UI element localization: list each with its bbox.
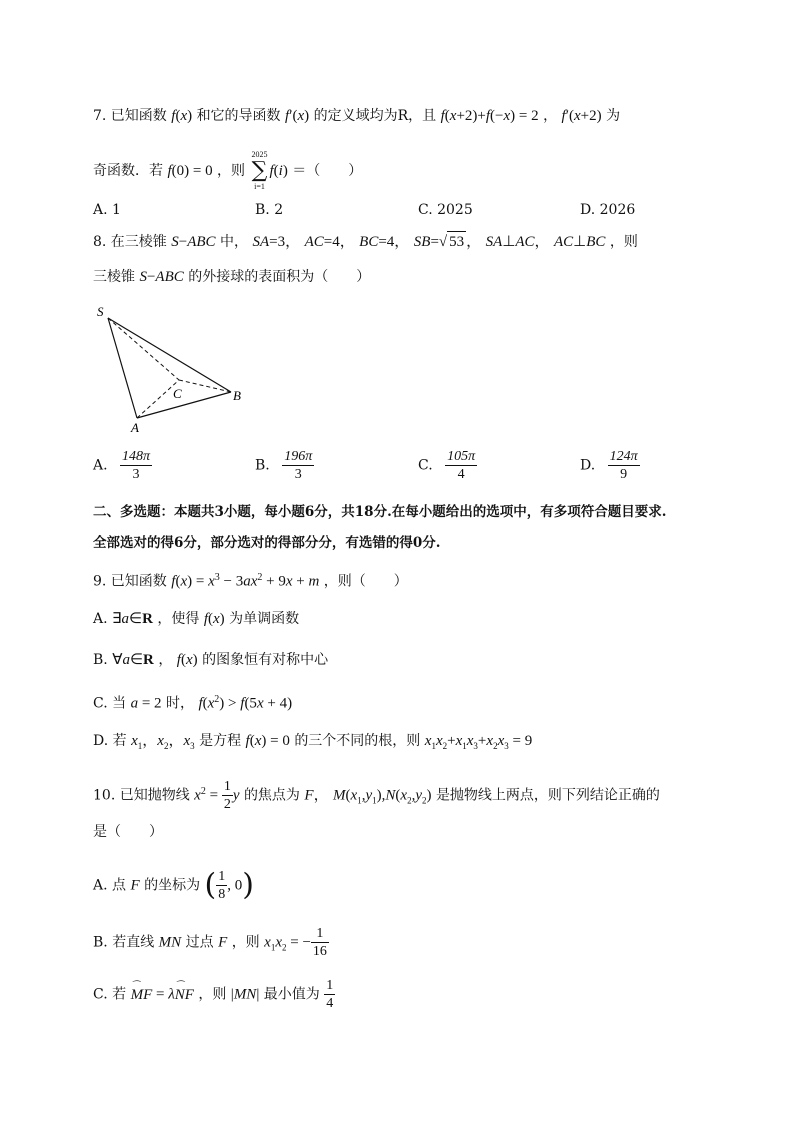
vertex-label-s: S: [97, 304, 104, 319]
q7-text: ，: [543, 108, 558, 124]
q8-text: 中，: [220, 234, 249, 250]
q9-option-b: B. ∀a∈R ， f(x) 的图象恒有对称中心: [93, 652, 329, 668]
math-f-x: f: [171, 108, 176, 124]
q8-option-d: D. $\frac{124\pi}{9}$: [580, 449, 638, 482]
section-2-line-2: 全部选对的得6分，部分选对的得部分分，有选错的得0分.: [93, 535, 441, 551]
vertex-label-b: B: [233, 388, 241, 403]
q8-text: 三棱锥: [93, 269, 135, 285]
vertex-label-c: C: [173, 386, 182, 401]
q9-option-c: C. 当 a = 2 时， $f(x^2) > f(5x + 4)$: [93, 694, 293, 712]
edge-sc: [108, 318, 179, 380]
q10-stem-line-2: 是（ ）: [93, 824, 163, 840]
q7-line-1: 7. 已知函数 f(x) 和它的导函数 f′(x) 的定义域均为R，且 f(x+2)+f(−x) = 2 ， f′(x+2) 为: [93, 108, 621, 124]
q8-line-2: 三棱锥 S−ABC 的外接球的表面积为（ ）: [93, 269, 371, 285]
q8-option-c: C. $\frac{105\pi}{4}$: [418, 449, 476, 482]
q9-option-d: D. 若 $x_1$，$x_2$，$x_3$ 是方程 f(x) = 0 的三个不同的根，则 $x_1x_2+x_1x_3+x_2x_3 = 9$: [93, 733, 533, 751]
summation: 2025 ∑ i=1: [251, 150, 268, 191]
q7-text: 的定义域均为R，且: [313, 108, 437, 124]
tetrahedron-figure: [93, 300, 263, 440]
q7-text: 7. 已知函数: [93, 108, 167, 124]
q8-option-a: A. $\frac{148\pi}{3}$: [93, 449, 151, 482]
edge-ab: [137, 392, 231, 418]
q7-option-c: C. 2025: [418, 202, 473, 218]
q8-text: ，则: [609, 234, 638, 250]
q9-stem: 9. 已知函数 $f(x) = x^3 - 3ax^2 + 9x + m$ ，则（ ）: [93, 572, 408, 590]
q8-text: 的外接球的表面积为（ ）: [188, 269, 371, 285]
q7-text: 和它的导函数: [196, 108, 281, 124]
q8-text: 8. 在三棱锥: [93, 234, 167, 250]
q7-text: ＝（ ）: [292, 163, 363, 179]
q7-text: 为: [606, 108, 621, 124]
q9-option-a: A. ∃a∈R ，使得 f(x) 为单调函数: [93, 611, 300, 627]
q10-option-c: C. 若 ⌒ MF = λ⌒ NF ，则 |MN| 最小值为 $\frac{1}{4}$: [93, 977, 335, 1012]
q10-option-b: B. 若直线 MN 过点 F ，则 $x_1x_2$ = − $\frac{1}{16}$: [93, 926, 327, 959]
q8-option-b: B. $\frac{196\pi}{3}$: [255, 449, 313, 482]
q7-option-b: B. 2: [255, 202, 284, 218]
q7-text: 奇函数．若: [93, 163, 163, 179]
vertex-label-a: A: [131, 420, 139, 435]
q10-stem-line-1: 10. 已知抛物线 $x^2$ = $\frac{1}{2}$ y 的焦点为 F， $M(x_1,y_1),N(x_2,y_2)$ 是抛物线上两点，则下列结论正确的: [93, 779, 660, 812]
edge-cb: [179, 380, 231, 392]
q7-option-d: D. 2026: [580, 202, 636, 218]
q7-text: ，则: [217, 163, 246, 179]
q7-option-a: A. 1: [93, 202, 121, 218]
q8-line-1: 8. 在三棱锥 S−ABC 中， SA=3， AC=4， BC=4， SB=√ 53 ， SA⊥AC， AC⊥BC ，则: [93, 231, 638, 252]
q10-option-a: A. 点 F 的坐标为 ( $\frac{1}{8}$ , 0): [93, 867, 254, 903]
q7-line-2: 奇函数．若 f(0) = 0 ，则 2025 ∑ i=1 f(i) ＝（ ）: [93, 150, 363, 191]
section-2-line-1: 二、多选题：本题共3小题，每小题6分，共18分.在每小题给出的选项中，有多项符合题目要求.: [93, 504, 667, 520]
